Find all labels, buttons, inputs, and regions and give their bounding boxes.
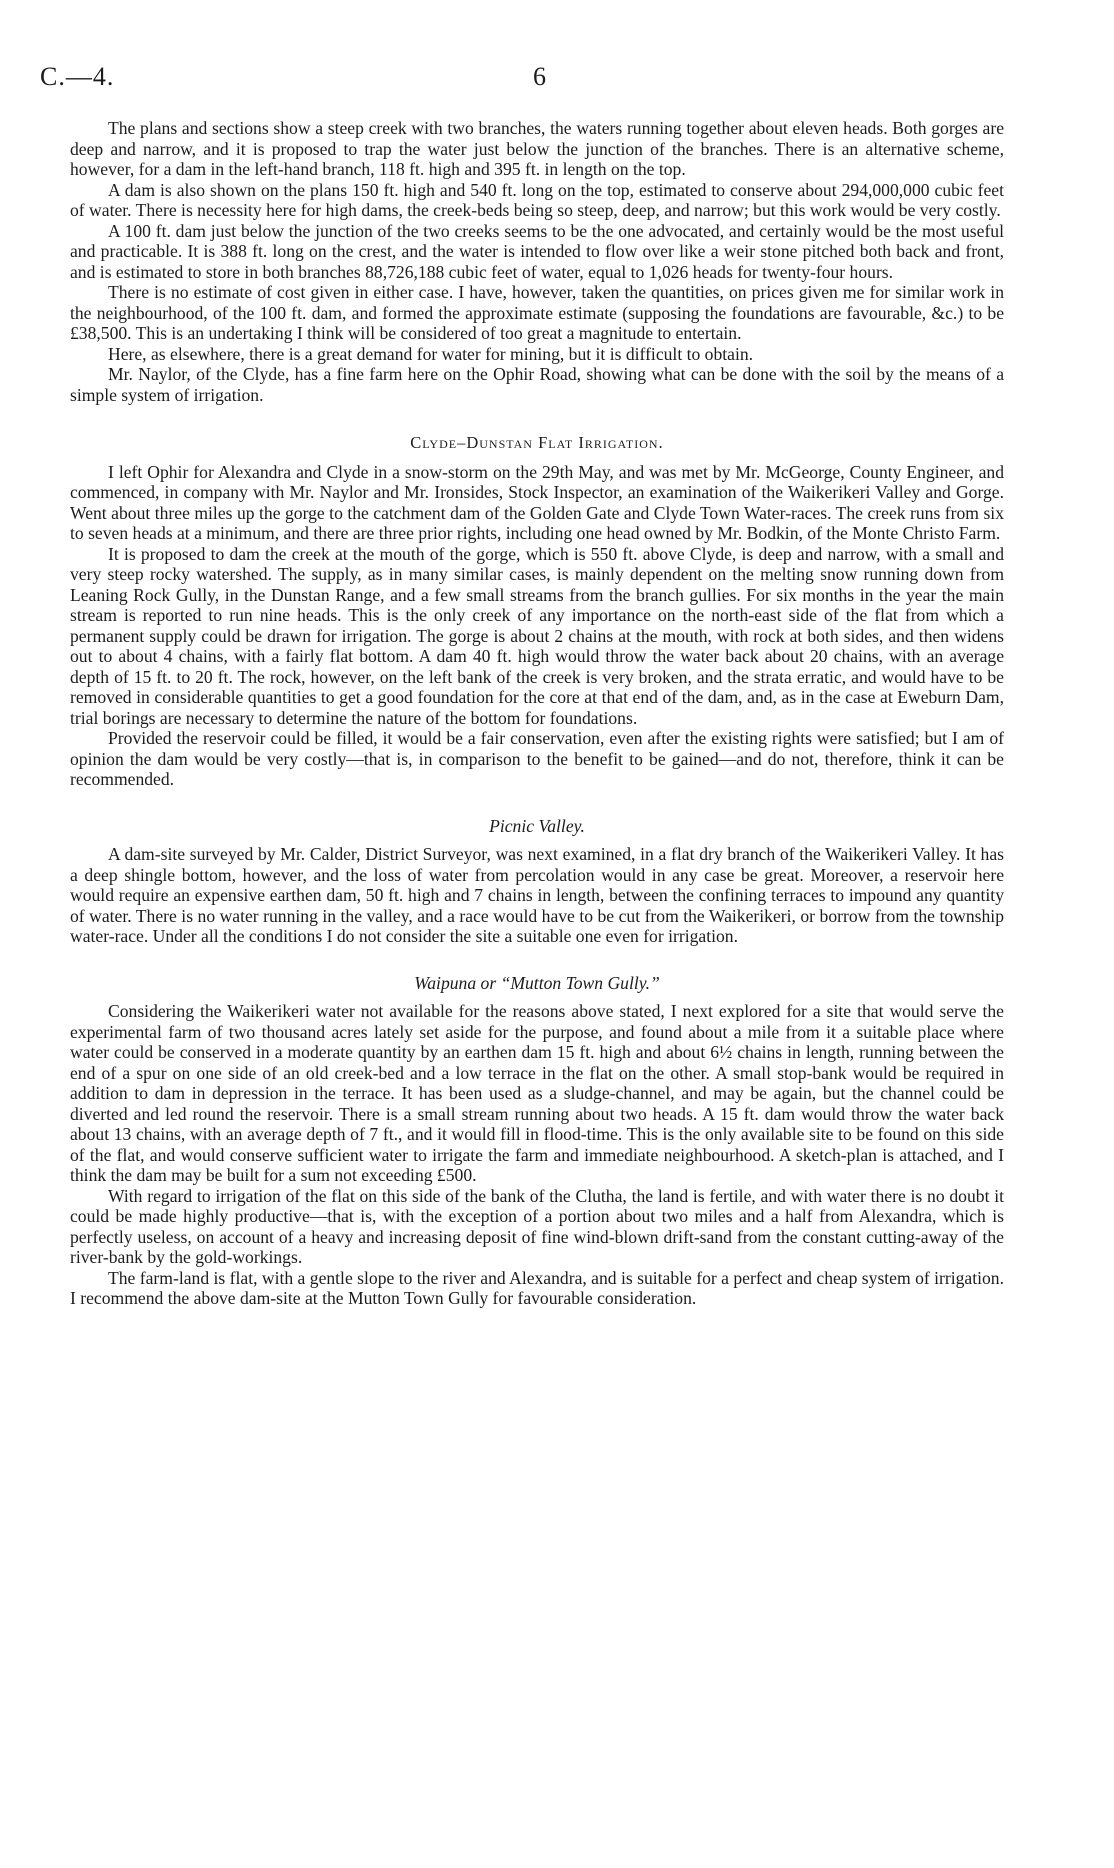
paragraph: There is no estimate of cost given in either case. I have, however, taken the quantities, on prices given me for similar work in the neighbourhood, of the 100 ft. dam, and formed the approximate estimate (supposing the foundations are favourable, &c.) to be £38,500. This is an undertaking I think will be considered of too great a magnitude to entertain. <box>70 282 1004 343</box>
paragraph: I left Ophir for Alexandra and Clyde in a snow-storm on the 29th May, and was met by Mr. McGeorge, County Engineer, and commenced, in company with Mr. Naylor and Mr. Ironsides, Stock Inspector, an examination of the Waikerikeri Valley and Gorge. Went about three miles up the gorge to the catchment dam of the Golden Gate and Clyde Town Water-races. The creek runs from six to seven heads at a minimum, and there are three prior rights, including one head owned by Mr. Bodkin, of the Monte Christo Farm. <box>70 461 1004 543</box>
paragraph: Provided the reservoir could be filled, it would be a fair conservation, even after the existing rights were satisfied; but I am of opinion the dam would be very costly—that is, in comparison to the benefit to be gained—and do not, therefore, think it can be recommended. <box>70 728 1004 789</box>
page-header <box>40 62 1074 102</box>
paragraph: With regard to irrigation of the flat on this side of the bank of the Clutha, the land is fertile, and with water there is no doubt it could be made highly productive—that is, with the exception of a portion about two miles and a half from Alexandra, which is perfectly useless, on account of a heavy and increasing deposit of fine wind-blown drift-sand from the constant cutting-away of the river-bank by the gold-workings. <box>70 1185 1004 1267</box>
paragraph: The farm-land is flat, with a gentle slope to the river and Alexandra, and is suitable for a perfect and cheap system of irrigation. I recommend the above dam-site at the Mutton Town Gully for favourable consideration. <box>70 1267 1004 1308</box>
document-body <box>70 118 1004 1309</box>
paragraph: A dam is also shown on the plans 150 ft. high and 540 ft. long on the top, estimated to conserve about 294,000,000 cubic feet of water. There is necessity here for high dams, the creek-beds being so steep, deep, and narrow; but this work would be very costly. <box>70 179 1004 220</box>
paragraph: A dam-site surveyed by Mr. Calder, District Surveyor, was next examined, in a flat dry branch of the Waikerikeri Valley. It has a deep shingle bottom, however, and the loss of water from percolation would in any case be great. Moreover, a reservoir here would require an expensive earthen dam, 50 ft. high and 7 chains in length, between the confining terraces to impound any quantity of water. There is no water running in the valley, and a race would have to be cut from the Waikerikeri, or borrow from the township water-race. Under all the conditions I do not consider the site a suitable one even for irrigation. <box>70 844 1004 946</box>
paragraph: A 100 ft. dam just below the junction of the two creeks seems to be the one advocated, and certainly would be the most useful and practicable. It is 388 ft. long on the crest, and the water is intended to flow over like a weir stone pitched both back and front, and is estimated to store in both branches 88,726,188 cubic feet of water, equal to 1,026 heads for twenty-four hours. <box>70 220 1004 282</box>
section-heading-clyde-dunstan: Clyde–Dunstan Flat Irrigation. <box>410 433 664 452</box>
section-heading-picnic-valley: Picnic Valley. <box>489 815 585 836</box>
paragraph: Mr. Naylor, of the Clyde, has a fine farm here on the Ophir Road, showing what can be done with the soil by the means of a simple system of irrigation. <box>70 364 1004 405</box>
document-reference: C.—4. <box>40 62 115 91</box>
paragraph: Here, as elsewhere, there is a great demand for water for mining, but it is difficult to obtain. <box>108 343 754 364</box>
paragraph: The plans and sections show a steep creek with two branches, the waters running together about eleven heads. Both gorges are deep and narrow, and it is proposed to trap the water just below the junction of the branches. There is an alternative scheme, however, for a dam in the left-hand branch, 118 ft. high and 395 ft. in length on the top. <box>70 118 1004 179</box>
paragraph: Considering the Waikerikeri water not available for the reasons above stated, I next explored for a site that would serve the experimental farm of two thousand acres lately set aside for the purpose, and found about a mile from it a suitable place where water could be conserved in a moderate quantity by an earthen dam 15 ft. high and about 6½ chains in length, running between the end of a spur on one side of an old creek-bed and a low terrace in the flat on the other. A small stop-bank would be required in addition to dam in depression in the terrace. It has been used as a sludge-channel, and may be again, but the channel could be diverted and led round the reservoir. There is a small stream running about two heads. A 15 ft. dam would throw the water back about 13 chains, with an average depth of 7 ft., and it would fill in flood-time. This is the only available site to be found on this side of the flat, and would conserve sufficient water to irrigate the farm and immediate neighbourhood. A sketch-plan is attached, and I think the dam may be built for a sum not exceeding £500. <box>70 1001 1004 1185</box>
paragraph: It is proposed to dam the creek at the mouth of the gorge, which is 550 ft. above Clyde, is deep and narrow, with a small and very steep rocky watershed. The supply, as in many similar cases, is mainly dependent on the melting snow running down from Leaning Rock Gully, in the Dunstan Range, and a few small streams from the branch gullies. For six months in the year the main stream is reported to run nine heads. This is the only creek of any importance on the north-east side of the flat from which a permanent supply could be drawn for irrigation. The gorge is about 2 chains at the mouth, with rock at both sides, and then widens out to about 4 chains, with a fairly flat bottom. A dam 40 ft. high would throw the water back about 20 chains, with an average depth of 15 ft. to 20 ft. The rock, however, on the left bank of the creek is very broken, and the strata erratic, and would have to be removed in considerable quantities to get a good foundation for the core at that end of the dam, and, as in the case at Eweburn Dam, trial borings are necessary to determine the nature of the bottom for foundations. <box>70 543 1004 728</box>
section-heading-waipuna: Waipuna or “Mutton Town Gully.” <box>414 972 660 993</box>
page-number: 6 <box>533 62 546 91</box>
